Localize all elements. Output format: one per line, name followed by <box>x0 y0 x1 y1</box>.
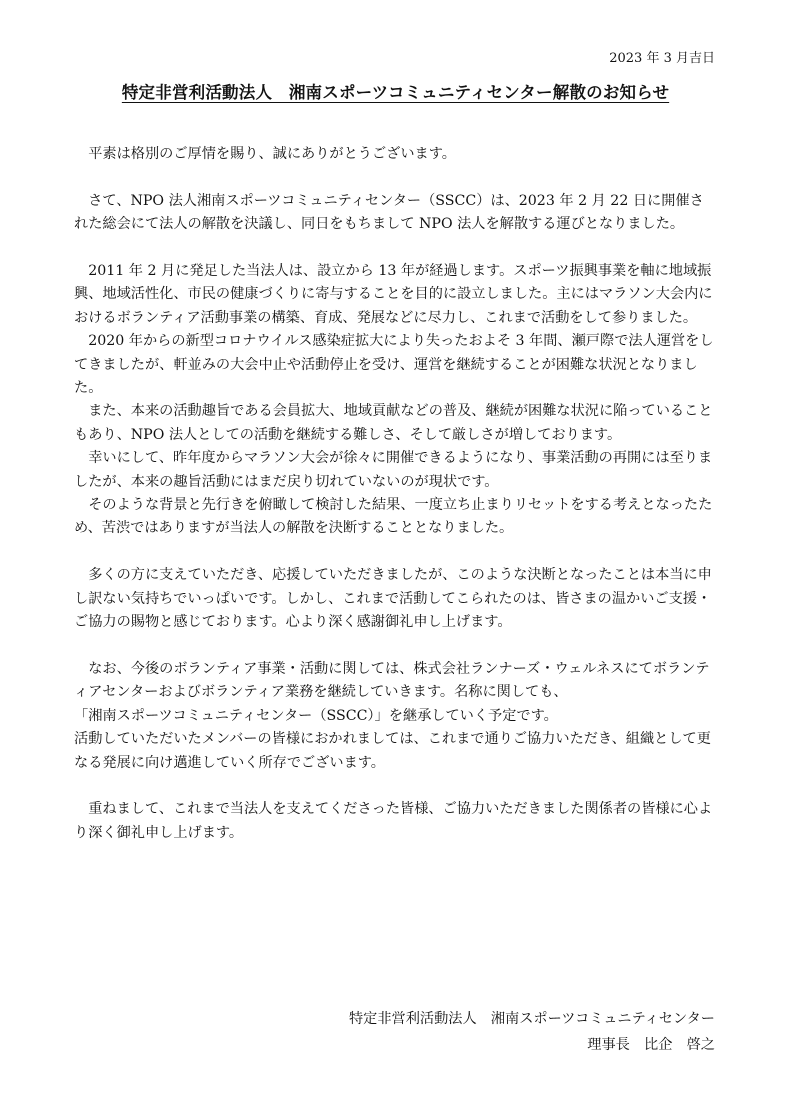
document-date: 2023 年 3 月吉日 <box>609 51 715 66</box>
paragraph-decision: そのような背景と先行きを俯瞰して検討した結果、一度立ち止まりリセットをする考えとなったため、苦渋ではありますが当法人の解散を決断することとなりました。 <box>74 497 713 537</box>
paragraph-marathon-resume: 幸いにして、昨年度からマラソン大会が徐々に開催できるようになり、事業活動の再開には至りましたが、本来の趣旨活動にはまだ戻り切れていないのが現状です。 <box>74 450 713 490</box>
signature-organization: 特定非営利活動法人 湘南スポーツコミュニティセンター <box>348 1011 715 1027</box>
paragraph-difficulty: また、本来の活動趣旨である会員拡大、地域貢献などの普及、継続が困難な状況に陥っていることもあり、NPO 法人としての活動を継続する難しさ、そして厳しさが増しております。 <box>74 403 713 443</box>
paragraph-covid: 2020 年からの新型コロナウイルス感染症拡大により失ったおよそ 3 年間、瀬戸際で法人運営をしてきましたが、軒並みの大会中止や活動停止を受け、運営を継続することが困難な状況となりました。 <box>74 333 714 397</box>
paragraph-history: 2011 年 2 月に発足した当法人は、設立から 13 年が経過します。スポーツ振興事業を軸に地域振興、地域活性化、市民の健康づくりに寄与することを目的に設立しました。主にはマラソン大会内におけるボランティア活動事業の構築、育成、発展などに尽力し、これまで活動をして参りました。 <box>74 263 713 326</box>
signature-block <box>349 1006 715 1058</box>
paragraph-members: 活動していただいたメンバーの皆様におかれましては、これまで通りご協力いただき、組織として更なる発展に向け邁進していく所存でございます。 <box>74 731 711 771</box>
paragraph-dissolution-resolution: さて、NPO 法人湘南スポーツコミュニティセンター（SSCC）は、2023 年 2 月 22 日に開催された総会にて法人の解散を決議し、同日をもちまして NPO 法人を解散する運びとなりました。 <box>74 192 704 233</box>
signature-representative: 理事長 比企 啓之 <box>587 1037 715 1053</box>
paragraph-future-volunteer: なお、今後のボランティア事業・活動に関しては、株式会社ランナーズ・ウェルネスにてボランティアセンターおよびボランティア業務を継続していきます。名称に関しても、 <box>74 660 710 701</box>
document-title: 特定非営利活動法人 湘南スポーツコミュニティセンター解散のお知らせ <box>121 83 670 102</box>
document-body <box>74 143 717 845</box>
paragraph-thanks: 多くの方に支えていただき、応援していただきましたが、このような決断となったことは本当に申し訳ない気持ちでいっぱいです。しかし、これまで活動してこられたのは、皆さまの温かいご支援・ご協力の賜物と感じております。心より深く感謝御礼申し上げます。 <box>74 567 712 631</box>
paragraph-closing: 重ねまして、これまで当法人を支えてくださった皆様、ご協力いただきました関係者の皆様に心より深く御礼申し上げます。 <box>74 801 713 841</box>
paragraph-name-succession: 「湘南スポーツコミュニティセンター（SSCC）」を継承していく予定です。 <box>74 707 558 724</box>
paragraph-greeting: 平素は格別のご厚情を賜り、誠にありがとうございます。 <box>88 146 456 162</box>
